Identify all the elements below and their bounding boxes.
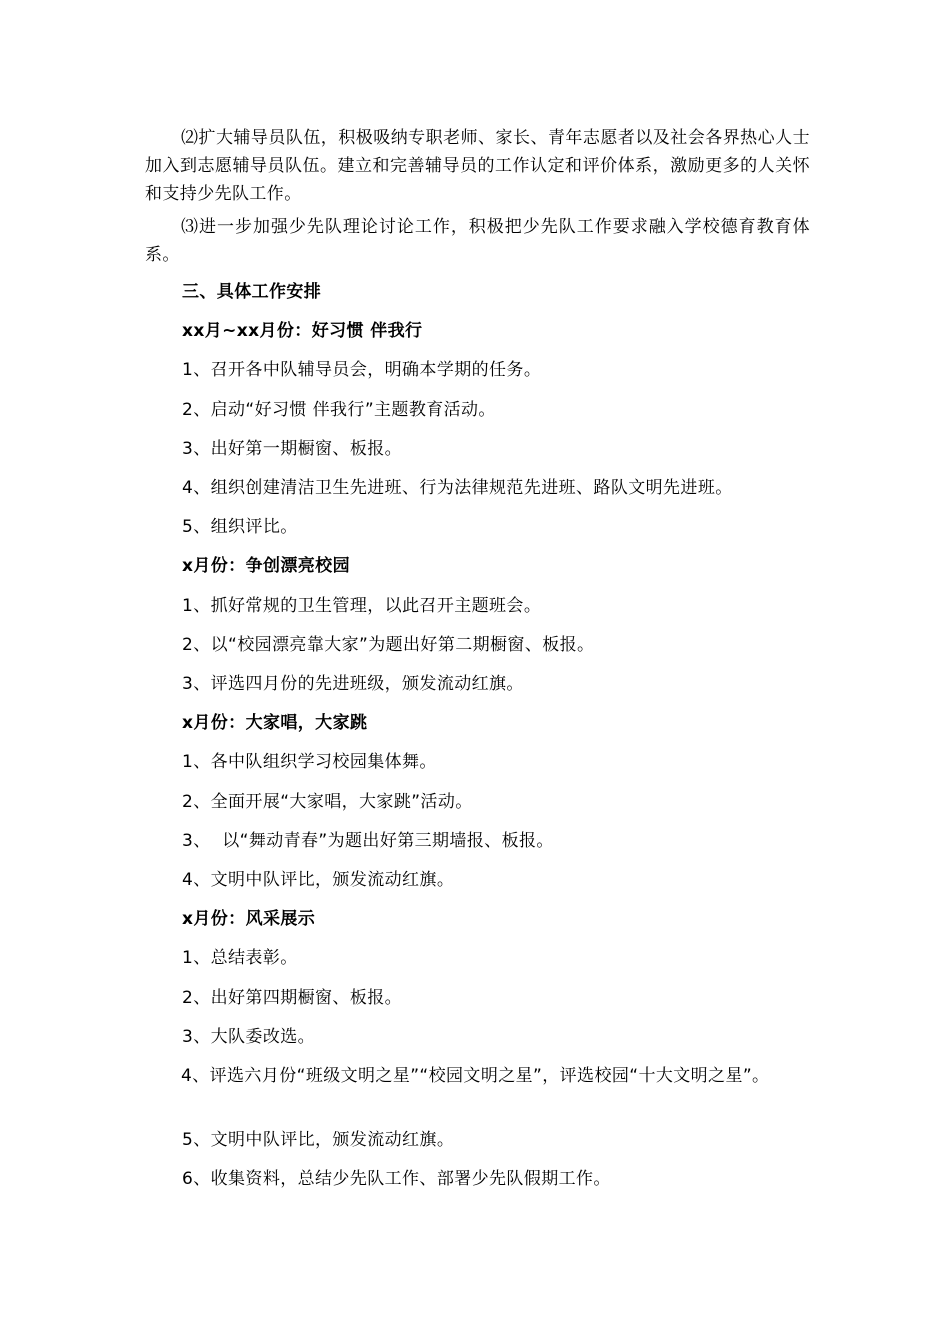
list-item: 2、出好第四期橱窗、板报。 bbox=[182, 988, 403, 1008]
period-title: x月份：大家唱，大家跳 bbox=[182, 713, 368, 733]
section-title: 三、具体工作安排 bbox=[182, 282, 322, 302]
list-item: 3、大队委改选。 bbox=[182, 1027, 316, 1047]
list-item: 5、组织评比。 bbox=[182, 517, 298, 537]
list-item: 2、以“校园漂亮靠大家”为题出好第二期橱窗、板报。 bbox=[182, 635, 595, 655]
list-item: 3、评选四月份的先进班级，颁发流动红旗。 bbox=[182, 674, 524, 694]
paragraph-3: ⑶进一步加强少先队理论讨论工作，积极把少先队工作要求融入学校德育教育体系。 bbox=[145, 217, 810, 265]
list-item: 3、 以“舞动青春”为题出好第三期墙报、板报。 bbox=[182, 831, 554, 851]
period-title: xx月~xx月份：好习惯 伴我行 bbox=[182, 321, 423, 341]
list-item: 1、召开各中队辅导员会，明确本学期的任务。 bbox=[182, 360, 542, 380]
list-item: 1、抓好常规的卫生管理，以此召开主题班会。 bbox=[182, 596, 542, 616]
list-item: 2、全面开展“大家唱，大家跳”活动。 bbox=[182, 792, 473, 812]
list-item: 1、总结表彰。 bbox=[182, 948, 298, 968]
list-item: 1、各中队组织学习校园集体舞。 bbox=[182, 752, 437, 772]
list-item: 4、文明中队评比，颁发流动红旗。 bbox=[182, 870, 455, 890]
period-title: x月份：风采展示 bbox=[182, 909, 316, 929]
list-item: 4、组织创建清洁卫生先进班、行为法律规范先进班、路队文明先进班。 bbox=[182, 478, 733, 498]
list-item: 4、评选六月份“班级文明之星”“校园文明之星”，评选校园“十大文明之星”。 bbox=[181, 1066, 770, 1086]
list-item: 2、启动“好习惯 伴我行”主题教育活动。 bbox=[182, 400, 496, 420]
period-title: x月份：争创漂亮校园 bbox=[182, 556, 350, 576]
list-item: 5、文明中队评比，颁发流动红旗。 bbox=[182, 1130, 455, 1150]
list-item: 3、出好第一期橱窗、板报。 bbox=[182, 439, 403, 459]
list-item: 6、收集资料，总结少先队工作、部署少先队假期工作。 bbox=[182, 1169, 611, 1189]
paragraph-2: ⑵扩大辅导员队伍，积极吸纳专职老师、家长、青年志愿者以及社会各界热心人士加入到志愿辅导员队伍。建立和完善辅导员的工作认定和评价体系，激励更多的人关怀和支持少先队工作。 bbox=[145, 128, 810, 204]
